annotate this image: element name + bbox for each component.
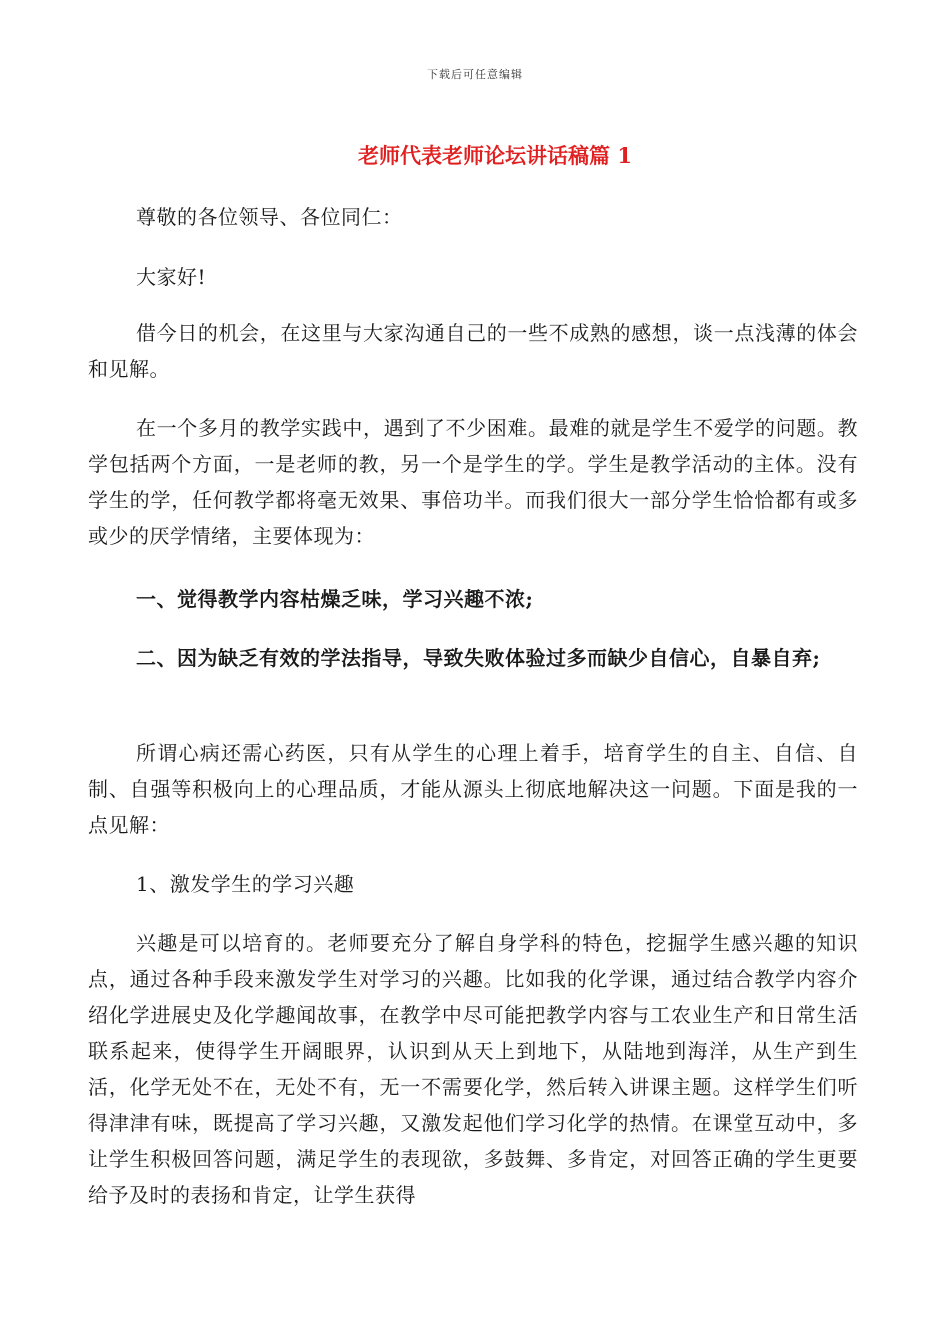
header-note: 下载后可任意编辑 — [427, 68, 523, 81]
paragraph-intro: 借今日的机会，在这里与大家沟通自己的一些不成熟的感想，谈一点浅薄的体会和见解。 — [88, 321, 858, 381]
paragraph-remedy: 所谓心病还需心药医，只有从学生的心理上着手，培育学生的自主、自信、自制、自强等积极向上的心理品质，才能从源头上彻底地解决这一问题。下面是我的一点见解： — [88, 741, 858, 837]
paragraph-interest: 兴趣是可以培育的。老师要充分了解自身学科的特色，挖掘学生感兴趣的知识点，通过各种手段来激发学生对学习的兴趣。比如我的化学课，通过结合教学内容介绍化学进展史及化学趣闻故事，在教学中尽可能把教学内容与工农业生产和日常生活联系起来，使得学生开阔眼界，认识到从天上到地下，从陆地到海洋，从生产到生活，化学无处不在，无处不有，无一不需要化学，然后转入讲课主题。这样学生们听得津津有味，既提高了学习兴趣，又激发起他们学习化学的热情。在课堂互动中，多让学生积极回答问题，满足学生的表现欲，多鼓舞、多肯定，对回答正确的学生更要给予及时的表扬和肯定，让学生获得 — [88, 931, 858, 1207]
paragraph-greeting: 大家好! — [136, 265, 207, 289]
paragraph-point-two: 二、因为缺乏有效的学法指导，导致失败体验过多而缺少自信心，自暴自弃; — [136, 646, 821, 670]
paragraph-point-one: 一、觉得教学内容枯燥乏味，学习兴趣不浓; — [136, 587, 534, 611]
document-title: 老师代表老师论坛讲话稿篇 1 — [358, 143, 632, 168]
paragraph-section-heading: 1、激发学生的学习兴趣 — [136, 872, 355, 896]
paragraph-salutation: 尊敬的各位领导、各位同仁： — [136, 205, 403, 229]
paragraph-problem: 在一个多月的教学实践中，遇到了不少困难。最难的就是学生不爱学的问题。教学包括两个方面，一是老师的教，另一个是学生的学。学生是教学活动的主体。没有学生的学，任何教学都将毫无效果、事倍功半。而我们很大一部分学生恰恰都有或多或少的厌学情绪，主要体现为： — [88, 416, 858, 548]
